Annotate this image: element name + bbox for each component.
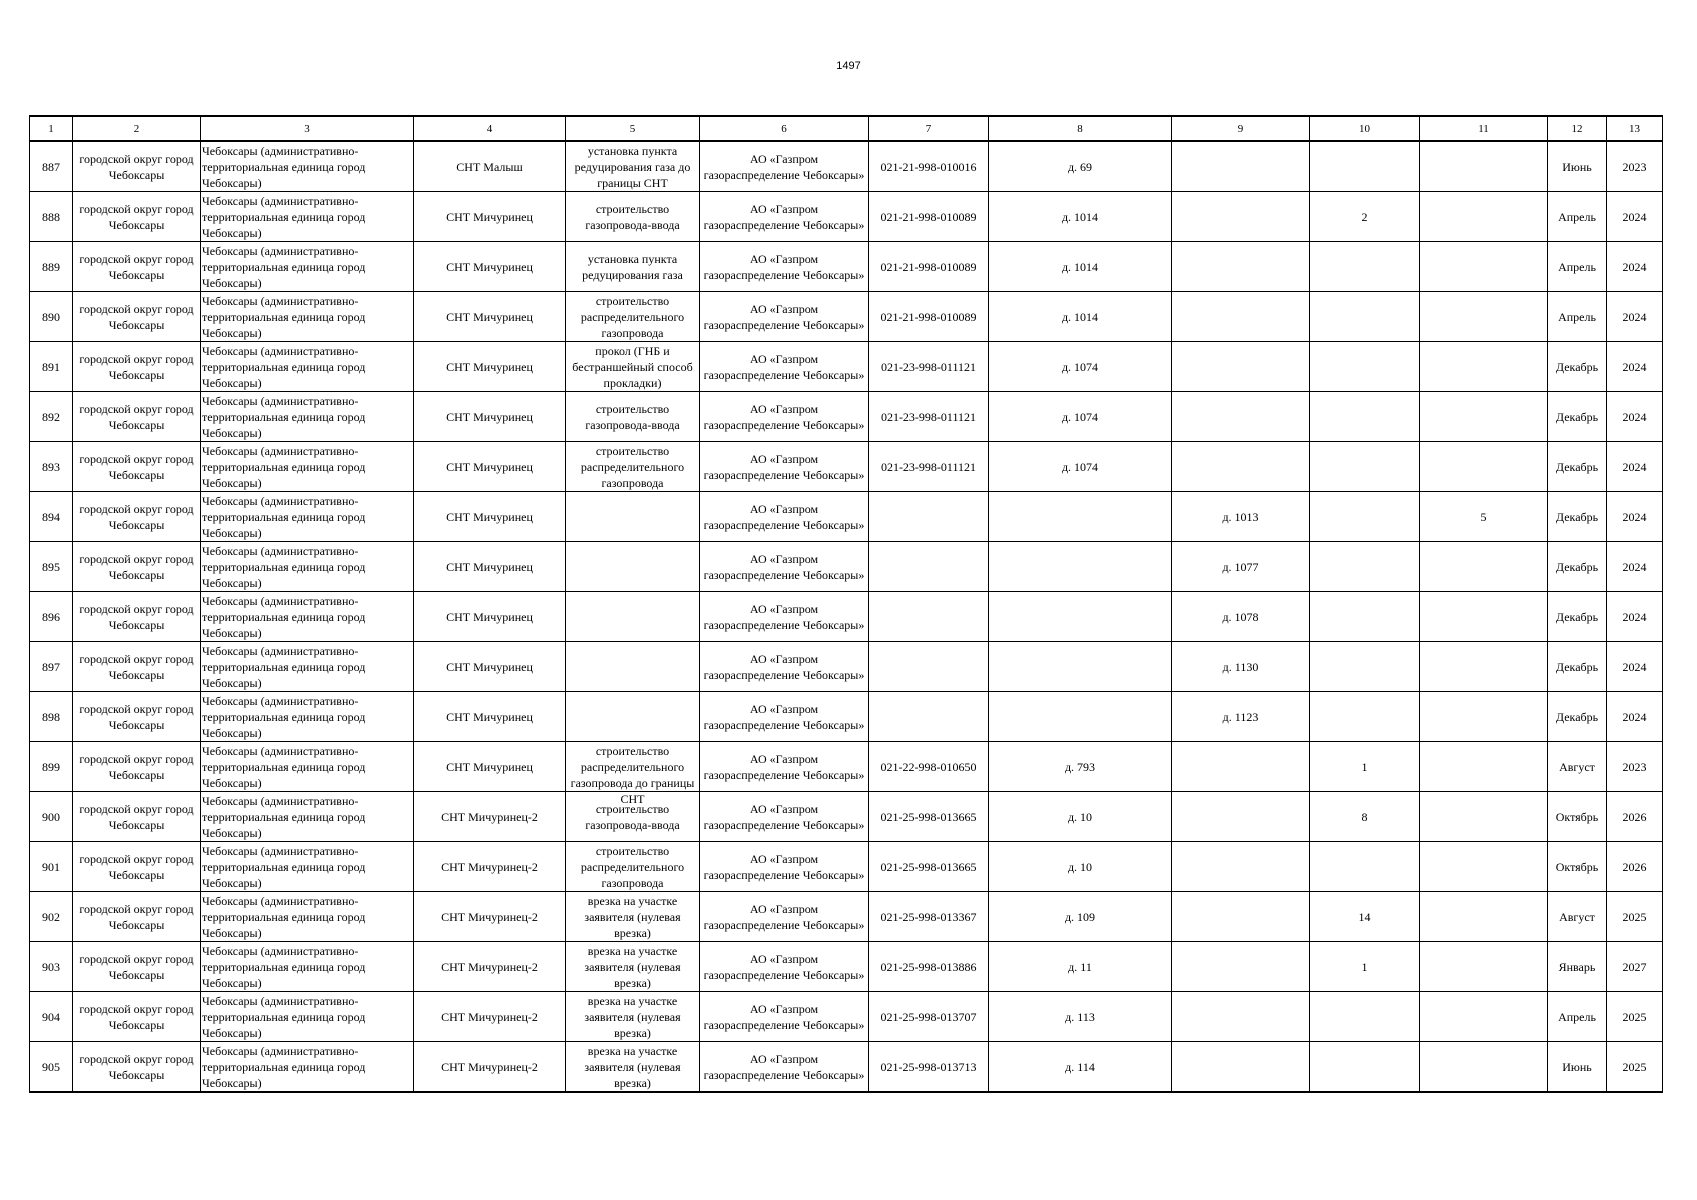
month-cell: Август (1548, 892, 1607, 942)
operator-cell: АО «Газпром газораспределение Чебоксары» (700, 942, 869, 992)
month-cell: Октябрь (1548, 792, 1607, 842)
row-number: 892 (30, 392, 73, 442)
object-cell: СНТ Мичуринец (414, 542, 566, 592)
work-text: врезка на участке заявителя (нулевая врезка) (584, 893, 681, 940)
house2-cell (1172, 742, 1310, 792)
operator-cell: АО «Газпром газораспределение Чебоксары» (700, 742, 869, 792)
month-cell: Апрель (1548, 992, 1607, 1042)
object-cell: СНТ Мичуринец (414, 742, 566, 792)
object-cell: СНТ Мичуринец (414, 692, 566, 742)
qty-cell: 2 (1310, 192, 1420, 242)
column-header: 11 (1420, 116, 1548, 141)
header-row (30, 116, 1663, 141)
row-number: 900 (30, 792, 73, 842)
month-cell: Декабрь (1548, 442, 1607, 492)
code-cell: 021-21-998-010089 (869, 292, 989, 342)
house-cell: д. 11 (989, 942, 1172, 992)
table-row (30, 242, 1663, 292)
year-cell: 2024 (1607, 342, 1663, 392)
year-cell: 2025 (1607, 892, 1663, 942)
operator-cell: АО «Газпром газораспределение Чебоксары» (700, 141, 869, 192)
operator-cell: АО «Газпром газораспределение Чебоксары» (700, 1042, 869, 1093)
row-number: 888 (30, 192, 73, 242)
qty2-cell (1420, 842, 1548, 892)
district-cell: городской округ город Чебоксары (73, 642, 201, 692)
month-cell: Июнь (1548, 1042, 1607, 1093)
work-cell (566, 942, 700, 992)
house-cell: д. 1014 (989, 292, 1172, 342)
unit-cell: Чебоксары (административно-территориальная единица город Чебоксары) (201, 992, 414, 1042)
table-row (30, 642, 1663, 692)
object-cell: СНТ Мичуринец (414, 642, 566, 692)
column-header: 4 (414, 116, 566, 141)
year-cell: 2024 (1607, 392, 1663, 442)
district-cell: городской округ город Чебоксары (73, 592, 201, 642)
object-cell: СНТ Мичуринец-2 (414, 792, 566, 842)
month-cell: Декабрь (1548, 542, 1607, 592)
code-cell (869, 592, 989, 642)
year-cell: 2024 (1607, 242, 1663, 292)
code-cell: 021-25-998-013367 (869, 892, 989, 942)
table-row (30, 692, 1663, 742)
row-number: 903 (30, 942, 73, 992)
object-cell: СНТ Мичуринец (414, 292, 566, 342)
operator-cell: АО «Газпром газораспределение Чебоксары» (700, 442, 869, 492)
object-cell: СНТ Мичуринец (414, 192, 566, 242)
house2-cell (1172, 342, 1310, 392)
district-cell: городской округ город Чебоксары (73, 542, 201, 592)
column-header: 1 (30, 116, 73, 141)
house-cell: д. 113 (989, 992, 1172, 1042)
district-cell: городской округ город Чебоксары (73, 892, 201, 942)
operator-cell: АО «Газпром газораспределение Чебоксары» (700, 192, 869, 242)
qty-cell (1310, 492, 1420, 542)
code-cell (869, 692, 989, 742)
row-number: 904 (30, 992, 73, 1042)
unit-cell: Чебоксары (административно-территориальная единица город Чебоксары) (201, 892, 414, 942)
table-row (30, 542, 1663, 592)
work-cell (566, 141, 700, 192)
operator-cell: АО «Газпром газораспределение Чебоксары» (700, 892, 869, 942)
house2-cell (1172, 442, 1310, 492)
work-cell (566, 542, 700, 592)
house2-cell (1172, 892, 1310, 942)
code-cell (869, 542, 989, 592)
operator-cell: АО «Газпром газораспределение Чебоксары» (700, 242, 869, 292)
work-cell (566, 842, 700, 892)
table-row (30, 292, 1663, 342)
code-cell: 021-25-998-013707 (869, 992, 989, 1042)
object-cell: СНТ Малыш (414, 141, 566, 192)
column-header: 3 (201, 116, 414, 141)
district-cell: городской округ город Чебоксары (73, 1042, 201, 1093)
qty-cell: 1 (1310, 942, 1420, 992)
object-cell: СНТ Мичуринец-2 (414, 842, 566, 892)
house-cell (989, 592, 1172, 642)
district-cell: городской округ город Чебоксары (73, 392, 201, 442)
work-cell (566, 692, 700, 742)
column-header: 6 (700, 116, 869, 141)
column-header: 12 (1548, 116, 1607, 141)
year-cell: 2026 (1607, 792, 1663, 842)
qty2-cell (1420, 442, 1548, 492)
row-number: 891 (30, 342, 73, 392)
unit-cell: Чебоксары (административно-территориальная единица город Чебоксары) (201, 442, 414, 492)
row-number: 902 (30, 892, 73, 942)
row-number: 896 (30, 592, 73, 642)
work-text: врезка на участке заявителя (нулевая врезка) (584, 993, 681, 1040)
row-number: 898 (30, 692, 73, 742)
code-cell: 021-25-998-013713 (869, 1042, 989, 1093)
qty2-cell (1420, 592, 1548, 642)
unit-cell: Чебоксары (административно-территориальная единица город Чебоксары) (201, 492, 414, 542)
year-cell: 2026 (1607, 842, 1663, 892)
work-text: прокол (ГНБ и бестраншейный способ прокладки) (572, 343, 693, 390)
year-cell: 2025 (1607, 1042, 1663, 1093)
house2-cell (1172, 242, 1310, 292)
house-cell (989, 642, 1172, 692)
code-cell: 021-23-998-011121 (869, 392, 989, 442)
work-cell (566, 292, 700, 342)
work-cell (566, 242, 700, 292)
house2-cell (1172, 1042, 1310, 1093)
work-cell (566, 442, 700, 492)
table-row (30, 492, 1663, 542)
operator-cell: АО «Газпром газораспределение Чебоксары» (700, 492, 869, 542)
qty-cell (1310, 141, 1420, 192)
object-cell: СНТ Мичуринец (414, 342, 566, 392)
column-header: 5 (566, 116, 700, 141)
code-cell: 021-25-998-013886 (869, 942, 989, 992)
house2-cell: д. 1078 (1172, 592, 1310, 642)
district-cell: городской округ город Чебоксары (73, 292, 201, 342)
work-text: врезка на участке заявителя (нулевая врезка) (584, 943, 681, 990)
operator-cell: АО «Газпром газораспределение Чебоксары» (700, 642, 869, 692)
qty-cell (1310, 392, 1420, 442)
district-cell: городской округ город Чебоксары (73, 692, 201, 742)
qty2-cell (1420, 292, 1548, 342)
year-cell: 2024 (1607, 192, 1663, 242)
unit-cell: Чебоксары (административно-территориальная единица город Чебоксары) (201, 192, 414, 242)
table-row (30, 742, 1663, 792)
year-cell: 2023 (1607, 141, 1663, 192)
house-cell: д. 10 (989, 792, 1172, 842)
district-cell: городской округ город Чебоксары (73, 942, 201, 992)
code-cell: 021-21-998-010089 (869, 242, 989, 292)
table-body (30, 141, 1663, 1092)
qty-cell (1310, 542, 1420, 592)
work-cell (566, 192, 700, 242)
column-header: 10 (1310, 116, 1420, 141)
district-cell: городской округ город Чебоксары (73, 442, 201, 492)
qty2-cell (1420, 192, 1548, 242)
house-cell: д. 10 (989, 842, 1172, 892)
month-cell: Апрель (1548, 292, 1607, 342)
month-cell: Декабрь (1548, 692, 1607, 742)
house-cell: д. 109 (989, 892, 1172, 942)
code-cell: 021-21-998-010089 (869, 192, 989, 242)
column-header: 7 (869, 116, 989, 141)
work-text: строительство газопровода-ввода (585, 801, 680, 832)
code-cell (869, 492, 989, 542)
qty2-cell (1420, 992, 1548, 1042)
column-header: 9 (1172, 116, 1310, 141)
month-cell: Апрель (1548, 192, 1607, 242)
unit-cell: Чебоксары (административно-территориальная единица город Чебоксары) (201, 542, 414, 592)
district-cell: городской округ город Чебоксары (73, 141, 201, 192)
qty-cell (1310, 992, 1420, 1042)
house2-cell: д. 1077 (1172, 542, 1310, 592)
work-cell (566, 1042, 700, 1093)
house-cell: д. 1014 (989, 192, 1172, 242)
house2-cell (1172, 292, 1310, 342)
house2-cell: д. 1013 (1172, 492, 1310, 542)
table-row (30, 992, 1663, 1042)
object-cell: СНТ Мичуринец (414, 392, 566, 442)
column-header: 13 (1607, 116, 1663, 141)
table-row (30, 342, 1663, 392)
house2-cell: д. 1130 (1172, 642, 1310, 692)
table-row (30, 892, 1663, 942)
object-cell: СНТ Мичуринец (414, 242, 566, 292)
month-cell: Август (1548, 742, 1607, 792)
work-text: строительство распределительного газопровода (580, 843, 685, 890)
table-row (30, 442, 1663, 492)
code-cell: 021-21-998-010016 (869, 141, 989, 192)
operator-cell: АО «Газпром газораспределение Чебоксары» (700, 792, 869, 842)
qty-cell (1310, 842, 1420, 892)
qty2-cell (1420, 692, 1548, 742)
house-cell: д. 1074 (989, 392, 1172, 442)
operator-cell: АО «Газпром газораспределение Чебоксары» (700, 292, 869, 342)
qty-cell: 14 (1310, 892, 1420, 942)
table-row (30, 842, 1663, 892)
qty-cell (1310, 442, 1420, 492)
code-cell: 021-23-998-011121 (869, 342, 989, 392)
qty-cell (1310, 592, 1420, 642)
table-row (30, 141, 1663, 192)
object-cell: СНТ Мичуринец-2 (414, 942, 566, 992)
operator-cell: АО «Газпром газораспределение Чебоксары» (700, 392, 869, 442)
month-cell: Апрель (1548, 242, 1607, 292)
row-number: 894 (30, 492, 73, 542)
qty2-cell: 5 (1420, 492, 1548, 542)
month-cell: Декабрь (1548, 592, 1607, 642)
row-number: 901 (30, 842, 73, 892)
qty2-cell (1420, 342, 1548, 392)
month-cell: Декабрь (1548, 392, 1607, 442)
work-text: строительство газопровода-ввода (585, 201, 680, 232)
data-table (29, 115, 1663, 1093)
unit-cell: Чебоксары (административно-территориальная единица город Чебоксары) (201, 942, 414, 992)
qty2-cell (1420, 141, 1548, 192)
work-text: установка пункта редуцирования газа (582, 251, 683, 282)
row-number: 887 (30, 141, 73, 192)
year-cell: 2024 (1607, 292, 1663, 342)
unit-cell: Чебоксары (административно-территориальная единица город Чебоксары) (201, 592, 414, 642)
work-text: строительство распределительного газопровода (580, 443, 685, 490)
district-cell: городской округ город Чебоксары (73, 992, 201, 1042)
table-row (30, 392, 1663, 442)
column-header: 2 (73, 116, 201, 141)
row-number: 899 (30, 742, 73, 792)
code-cell (869, 642, 989, 692)
operator-cell: АО «Газпром газораспределение Чебоксары» (700, 342, 869, 392)
object-cell: СНТ Мичуринец (414, 592, 566, 642)
unit-cell: Чебоксары (административно-территориальная единица город Чебоксары) (201, 292, 414, 342)
house2-cell (1172, 392, 1310, 442)
qty2-cell (1420, 892, 1548, 942)
table-row (30, 942, 1663, 992)
month-cell: Октябрь (1548, 842, 1607, 892)
work-text: строительство распределительного газопровода до границы СНТ (570, 743, 695, 806)
month-cell: Декабрь (1548, 642, 1607, 692)
year-cell: 2024 (1607, 692, 1663, 742)
work-text: установка пункта редуцирования газа до границы СНТ (574, 143, 691, 190)
unit-cell: Чебоксары (административно-территориальная единица город Чебоксары) (201, 642, 414, 692)
district-cell: городской округ город Чебоксары (73, 842, 201, 892)
unit-cell: Чебоксары (административно-территориальная единица город Чебоксары) (201, 141, 414, 192)
qty-cell: 1 (1310, 742, 1420, 792)
table-row (30, 792, 1663, 842)
month-cell: Декабрь (1548, 492, 1607, 542)
code-cell: 021-23-998-011121 (869, 442, 989, 492)
qty2-cell (1420, 642, 1548, 692)
qty-cell (1310, 292, 1420, 342)
row-number: 890 (30, 292, 73, 342)
house-cell: д. 69 (989, 141, 1172, 192)
code-cell: 021-25-998-013665 (869, 842, 989, 892)
table-row (30, 1042, 1663, 1093)
qty-cell (1310, 242, 1420, 292)
code-cell: 021-25-998-013665 (869, 792, 989, 842)
work-text: врезка на участке заявителя (нулевая врезка) (584, 1043, 681, 1090)
house2-cell: д. 1123 (1172, 692, 1310, 742)
row-number: 905 (30, 1042, 73, 1093)
work-cell (566, 742, 700, 806)
unit-cell: Чебоксары (административно-территориальная единица город Чебоксары) (201, 342, 414, 392)
year-cell: 2023 (1607, 742, 1663, 792)
unit-cell: Чебоксары (административно-территориальная единица город Чебоксары) (201, 792, 414, 842)
qty-cell (1310, 1042, 1420, 1093)
house2-cell (1172, 192, 1310, 242)
work-cell (566, 592, 700, 642)
year-cell: 2025 (1607, 992, 1663, 1042)
object-cell: СНТ Мичуринец-2 (414, 992, 566, 1042)
qty-cell: 8 (1310, 792, 1420, 842)
house-cell: д. 1014 (989, 242, 1172, 292)
work-cell (566, 642, 700, 692)
house-cell (989, 492, 1172, 542)
row-number: 889 (30, 242, 73, 292)
operator-cell: АО «Газпром газораспределение Чебоксары» (700, 542, 869, 592)
year-cell: 2024 (1607, 492, 1663, 542)
qty-cell (1310, 642, 1420, 692)
code-cell: 021-22-998-010650 (869, 742, 989, 792)
work-text: строительство распределительного газопровода (580, 293, 685, 340)
object-cell: СНТ Мичуринец-2 (414, 1042, 566, 1093)
house-cell: д. 793 (989, 742, 1172, 792)
district-cell: городской округ город Чебоксары (73, 192, 201, 242)
unit-cell: Чебоксары (административно-территориальная единица город Чебоксары) (201, 742, 414, 792)
operator-cell: АО «Газпром газораспределение Чебоксары» (700, 592, 869, 642)
object-cell: СНТ Мичуринец-2 (414, 892, 566, 942)
operator-cell: АО «Газпром газораспределение Чебоксары» (700, 992, 869, 1042)
qty2-cell (1420, 242, 1548, 292)
qty2-cell (1420, 392, 1548, 442)
row-number: 897 (30, 642, 73, 692)
house2-cell (1172, 942, 1310, 992)
qty2-cell (1420, 542, 1548, 592)
operator-cell: АО «Газпром газораспределение Чебоксары» (700, 842, 869, 892)
unit-cell: Чебоксары (административно-территориальная единица город Чебоксары) (201, 392, 414, 442)
work-text: строительство газопровода-ввода (585, 401, 680, 432)
house-cell (989, 542, 1172, 592)
qty-cell (1310, 342, 1420, 392)
work-cell (566, 342, 700, 392)
house-cell: д. 1074 (989, 342, 1172, 392)
table-row (30, 592, 1663, 642)
work-cell (566, 392, 700, 442)
month-cell: Июнь (1548, 141, 1607, 192)
row-number: 895 (30, 542, 73, 592)
year-cell: 2024 (1607, 592, 1663, 642)
house2-cell (1172, 141, 1310, 192)
work-cell (566, 492, 700, 542)
operator-cell: АО «Газпром газораспределение Чебоксары» (700, 692, 869, 742)
house2-cell (1172, 842, 1310, 892)
house-cell: д. 1074 (989, 442, 1172, 492)
year-cell: 2027 (1607, 942, 1663, 992)
year-cell: 2024 (1607, 642, 1663, 692)
district-cell: городской округ город Чебоксары (73, 792, 201, 842)
table-row (30, 192, 1663, 242)
row-number: 893 (30, 442, 73, 492)
month-cell: Январь (1548, 942, 1607, 992)
work-cell (566, 992, 700, 1042)
unit-cell: Чебоксары (административно-территориальная единица город Чебоксары) (201, 842, 414, 892)
year-cell: 2024 (1607, 442, 1663, 492)
qty2-cell (1420, 792, 1548, 842)
qty2-cell (1420, 942, 1548, 992)
house2-cell (1172, 992, 1310, 1042)
unit-cell: Чебоксары (административно-территориальная единица город Чебоксары) (201, 242, 414, 292)
year-cell: 2024 (1607, 542, 1663, 592)
district-cell: городской округ город Чебоксары (73, 492, 201, 542)
house-cell (989, 692, 1172, 742)
district-cell: городской округ город Чебоксары (73, 242, 201, 292)
house-cell: д. 114 (989, 1042, 1172, 1093)
object-cell: СНТ Мичуринец (414, 442, 566, 492)
page-number: 1497 (836, 60, 861, 72)
unit-cell: Чебоксары (административно-территориальная единица город Чебоксары) (201, 1042, 414, 1093)
object-cell: СНТ Мичуринец (414, 492, 566, 542)
house2-cell (1172, 792, 1310, 842)
district-cell: городской округ город Чебоксары (73, 342, 201, 392)
district-cell: городской округ город Чебоксары (73, 742, 201, 792)
month-cell: Декабрь (1548, 342, 1607, 392)
qty2-cell (1420, 742, 1548, 792)
column-header: 8 (989, 116, 1172, 141)
unit-cell: Чебоксары (административно-территориальная единица город Чебоксары) (201, 692, 414, 742)
qty2-cell (1420, 1042, 1548, 1093)
qty-cell (1310, 692, 1420, 742)
work-cell (566, 892, 700, 942)
